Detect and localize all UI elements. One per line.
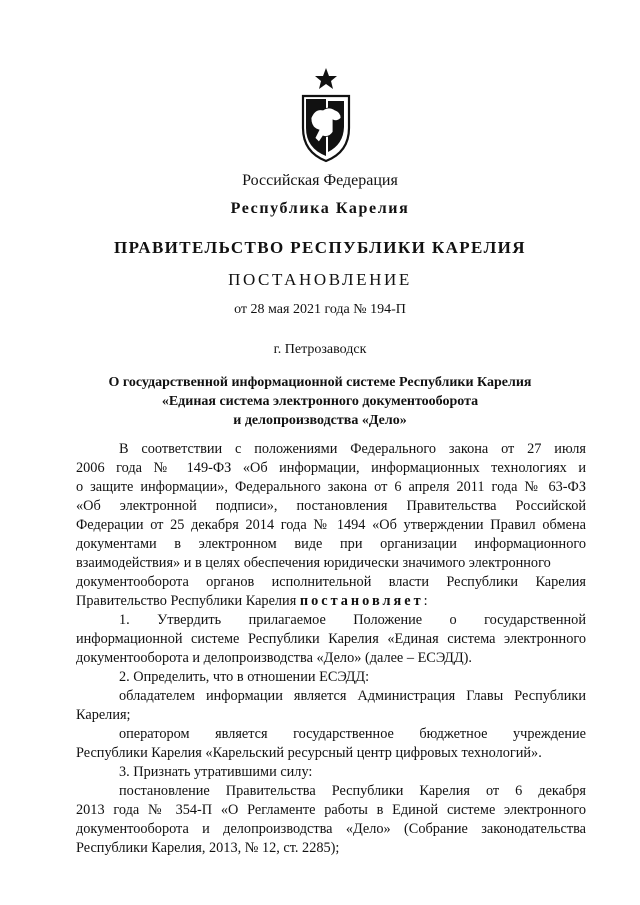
body-line: документооборота органов исполнительной власти Республики Карелия xyxy=(76,574,586,590)
star-icon xyxy=(315,68,337,89)
body-line: взаимодействия» и в целях обеспечения юридически значимого электронного xyxy=(76,555,551,571)
title-line: и делопроизводства «Дело» xyxy=(233,413,407,428)
title-line: О государственной информационной системе Республики Карелия xyxy=(108,375,532,390)
body-line: Республики Карелия, 2013, № 12, ст. 2285); xyxy=(76,840,340,856)
body-line: «Об электронной подписи», постановления Правительства Российской xyxy=(76,498,586,514)
body-line: постановление Правительства Республики Карелия от 6 декабря xyxy=(119,783,586,799)
intro-last-prefix: Правительство Республики Карелия xyxy=(76,593,300,609)
karelia-coat-of-arms-icon xyxy=(297,66,355,164)
body-line: 3. Признать утратившими силу: xyxy=(119,764,313,780)
government-name: ПРАВИТЕЛЬСТВО РЕСПУБЛИКИ КАРЕЛИЯ xyxy=(114,238,526,257)
body-line: документами в электронном виде при организации информационного xyxy=(76,536,586,552)
body-line: обладателем информации является Администрация Главы Республики xyxy=(119,688,586,704)
body-line: оператором является государственное бюджетное учреждение xyxy=(119,726,586,742)
title-line: «Единая система электронного документооборота xyxy=(161,394,479,409)
body-line: документооборота и делопроизводства «Дело» (далее – ЕСЭДД). xyxy=(76,650,472,666)
country-name: Российская Федерация xyxy=(242,172,398,189)
body-line: о защите информации», Федерального закона от 6 апреля 2011 года № 63-ФЗ xyxy=(76,479,586,495)
decree-keyword: постановляет xyxy=(299,593,424,609)
body-line: 2013 года № 354-П «О Регламенте работы в Единой системе электронного xyxy=(76,802,586,818)
document-city: г. Петрозаводск xyxy=(273,342,367,357)
document-title xyxy=(0,373,640,430)
body-line: 2006 года № 149-ФЗ «Об информации, информационных технологиях и xyxy=(76,460,586,476)
body-line: документооборота и делопроизводства «Дело» (Собрание законодательства xyxy=(76,821,586,837)
document-date-number: от 28 мая 2021 года № 194-П xyxy=(234,302,406,317)
document-body xyxy=(76,440,586,858)
body-line: Карелия; xyxy=(76,707,131,723)
body-line: Федерации от 25 декабря 2014 года № 1494 «Об утверждении Правил обмена xyxy=(76,517,586,533)
body-line: В соответствии с положениями Федерального закона от 27 июля xyxy=(119,441,586,457)
document-type: ПОСТАНОВЛЕНИЕ xyxy=(228,270,412,289)
republic-name: Республика Карелия xyxy=(230,200,410,217)
intro-last-suffix: : xyxy=(423,593,428,609)
body-line: Республики Карелия «Карельский ресурсный центр цифровых технологий». xyxy=(76,745,542,761)
body-line: информационной системе Республики Карелия «Единая система электронного xyxy=(76,631,586,647)
body-line xyxy=(76,592,586,611)
body-line: 2. Определить, что в отношении ЕСЭДД: xyxy=(119,669,370,685)
body-line: 1. Утвердить прилагаемое Положение о государственной xyxy=(119,612,586,628)
